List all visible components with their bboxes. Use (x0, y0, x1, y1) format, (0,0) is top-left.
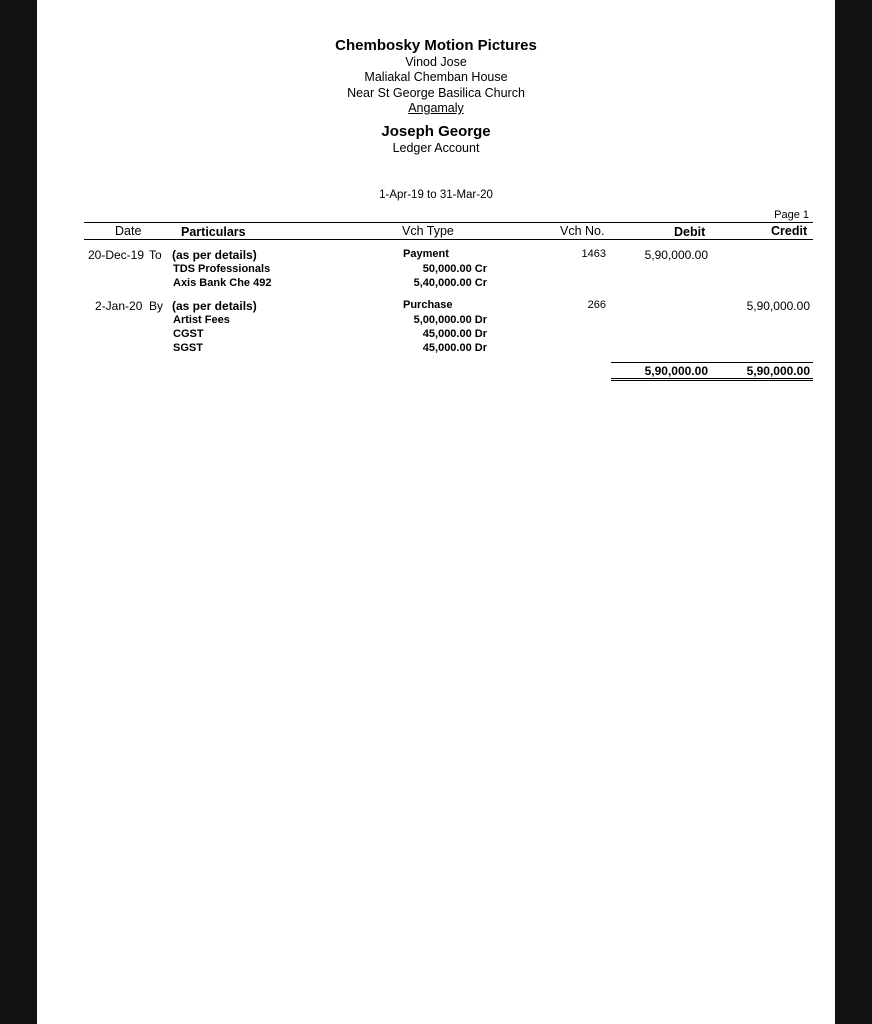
entry-2-date: 2-Jan-20 (95, 299, 143, 313)
entry-1-date: 20-Dec-19 (88, 248, 145, 262)
entry-2-detail-3-amount: 45,000.00 Dr (422, 342, 487, 354)
entry-2-vch-type: Purchase (403, 299, 453, 311)
address-city: Angamaly (408, 101, 464, 115)
entry-2-detail-2-name: CGST (173, 328, 204, 340)
entry-2-detail-3-name: SGST (173, 342, 203, 354)
header-top-rule (84, 222, 813, 223)
entry-1-direction: To (149, 248, 162, 262)
entry-1-debit: 5,90,000.00 (644, 248, 708, 262)
entry-2-credit: 5,90,000.00 (746, 299, 810, 313)
entry-2-detail-1-name: Artist Fees (173, 314, 230, 326)
totals-top-rule (611, 362, 813, 363)
entry-2-direction: By (149, 299, 164, 313)
col-vch-type: Vch Type (402, 224, 454, 238)
totals-bottom-rule-2 (611, 380, 813, 381)
company-name: Chembosky Motion Pictures (335, 37, 537, 54)
entry-2-vch-no: 266 (587, 299, 606, 311)
col-vch-no: Vch No. (560, 224, 605, 238)
entry-1-vch-no: 1463 (581, 248, 606, 260)
address-line-2: Maliakal Chemban House (364, 70, 508, 84)
entry-2-particular: (as per details) (172, 299, 257, 313)
address-line-1: Vinod Jose (405, 55, 467, 69)
col-debit: Debit (674, 225, 706, 239)
col-particulars: Particulars (181, 225, 246, 239)
entry-1-detail-1-name: TDS Professionals (173, 263, 271, 275)
header-bottom-rule (84, 239, 813, 240)
totals-bottom-rule-1 (611, 378, 813, 379)
entry-1-detail-2-amount: 5,40,000.00 Cr (413, 277, 487, 289)
entry-1-detail-1-amount: 50,000.00 Cr (422, 263, 487, 275)
page-number: Page 1 (774, 209, 809, 221)
entry-1-particular: (as per details) (172, 248, 257, 262)
total-credit: 5,90,000.00 (746, 364, 810, 378)
address-line-3: Near St George Basilica Church (347, 86, 525, 100)
entry-1-detail-2-name: Axis Bank Che 492 (173, 277, 272, 289)
total-debit: 5,90,000.00 (644, 364, 708, 378)
entry-2-detail-2-amount: 45,000.00 Dr (422, 328, 487, 340)
ledger-subtitle: Ledger Account (392, 141, 480, 155)
entry-2-detail-1-amount: 5,00,000.00 Dr (413, 314, 487, 326)
address-line-4 (37, 101, 835, 115)
ledger-page (37, 0, 835, 1024)
col-credit: Credit (771, 224, 808, 238)
col-date: Date (115, 224, 142, 238)
ledger-name: Joseph George (381, 123, 491, 140)
report-period: 1-Apr-19 to 31-Mar-20 (379, 189, 493, 201)
entry-1-vch-type: Payment (403, 248, 449, 260)
